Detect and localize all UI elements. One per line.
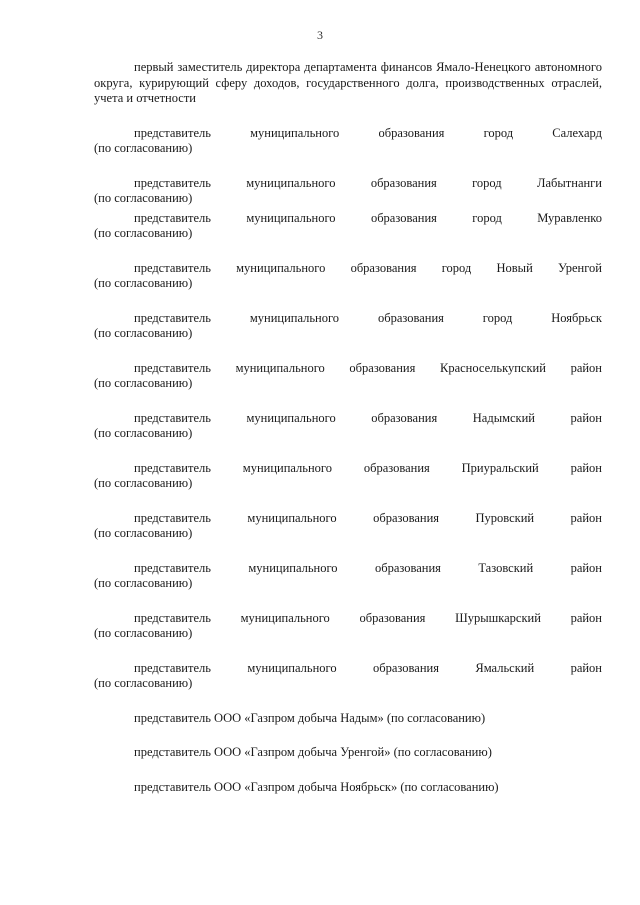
- list-item: первый заместитель директора департамента финансов Ямало-Ненецкого автономного округа, курирующий сферу доходов, государственного долга, производственных отраслей, учета и отчетности: [94, 60, 602, 105]
- entry-text: представитель муниципального образования Приуральский район: [134, 460, 602, 475]
- entry-note: (по согласованию): [94, 526, 193, 540]
- entry-text: представитель муниципального образования Ямальский район: [134, 660, 602, 675]
- entry-text: представитель муниципального образования Надымский район: [134, 410, 602, 425]
- entry-note: (по согласованию): [94, 676, 193, 690]
- list-item: [94, 461, 602, 492]
- entry-note: (по согласованию): [94, 426, 193, 440]
- list-item: представитель ООО «Газпром добыча Надым» (по согласованию): [134, 710, 486, 725]
- entry-text: представитель муниципального образования Шурышкарский район: [134, 610, 602, 625]
- list-item: представитель ООО «Газпром добыча Ноябрьск» (по согласованию): [134, 779, 499, 794]
- list-item: [94, 311, 602, 342]
- entry-text: представитель муниципального образования город Муравленко: [134, 210, 602, 225]
- list-item: [94, 411, 602, 442]
- entry-note: (по согласованию): [94, 326, 193, 340]
- entry-note: (по согласованию): [94, 476, 193, 490]
- list-item: [94, 511, 602, 542]
- entry-text: представитель муниципального образования Красноселькупский район: [134, 360, 602, 375]
- list-item: [94, 211, 602, 242]
- entry-note: (по согласованию): [94, 626, 193, 640]
- entry-text: представитель муниципального образования город Ноябрьск: [134, 310, 602, 325]
- entry-text: представитель муниципального образования город Новый Уренгой: [134, 260, 602, 275]
- page-number: 3: [317, 28, 323, 42]
- entry-note: (по согласованию): [94, 226, 193, 240]
- entry-note: (по согласованию): [94, 576, 193, 590]
- entry-note: (по согласованию): [94, 191, 193, 205]
- entry-text: представитель муниципального образования город Лабытнанги: [134, 175, 602, 190]
- entry-text: представитель муниципального образования город Салехард: [134, 125, 602, 140]
- list-item: [94, 361, 602, 392]
- list-item: [94, 611, 602, 642]
- entry-text: представитель муниципального образования Тазовский район: [134, 560, 602, 575]
- list-item: [94, 176, 602, 207]
- entry-note: (по согласованию): [94, 276, 193, 290]
- list-item: представитель ООО «Газпром добыча Уренгой» (по согласованию): [134, 745, 492, 759]
- entry-note: (по согласованию): [94, 141, 193, 155]
- list-item: [94, 261, 602, 292]
- members-list: [94, 60, 602, 795]
- list-item: [94, 561, 602, 592]
- list-item: [94, 661, 602, 692]
- list-item: [94, 126, 602, 157]
- entry-text: представитель муниципального образования Пуровский район: [134, 510, 602, 525]
- entry-note: (по согласованию): [94, 376, 193, 390]
